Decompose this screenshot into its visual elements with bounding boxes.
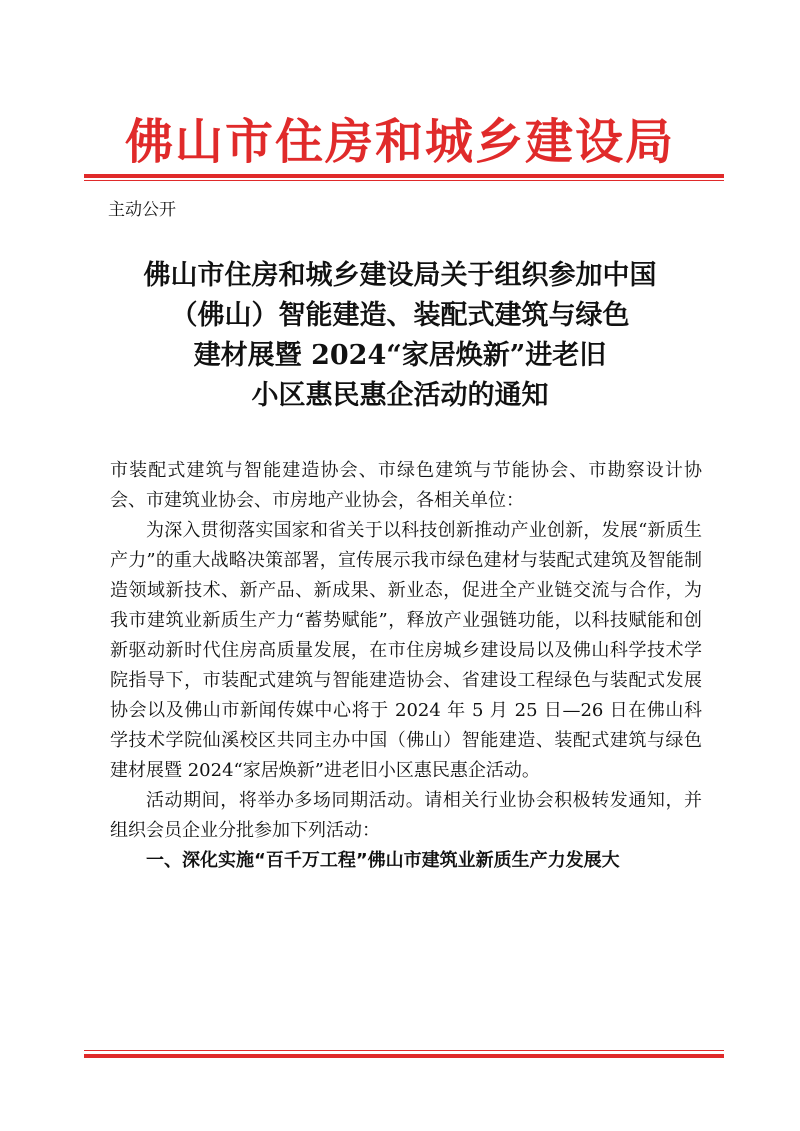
- footer-rule-thick: [84, 1054, 724, 1058]
- body-paragraph-2: 活动期间，将举办多场同期活动。请相关行业协会积极转发通知，并组织会员企业分批参加下列活动：: [110, 790, 702, 841]
- section-1-heading: 一、深化实施“百千万工程”佛山市建筑业新质生产力发展大: [146, 850, 620, 871]
- document-body: [110, 456, 702, 876]
- footer-rule-thin: [84, 1050, 724, 1051]
- disclosure-label: 主动公开: [108, 200, 176, 220]
- title-line-2: （佛山）智能建造、装配式建筑与绿色: [170, 300, 630, 331]
- body-paragraph-1: 为深入贯彻落实国家和省关于以科技创新推动产业创新，发展“新质生产力”的重大战略决策部署，宣传展示我市绿色建材与装配式建筑及智能制造领域新技术、新产品、新成果、新业态，促进全产业链交流与合作，为我市建筑业新质生产力“蓄势赋能”，释放产业强链功能，以科技赋能和创新驱动新时代住房高质量发展，在市住房城乡建设局以及佛山科学技术学院指导下，市装配式建筑与智能建造协会、省建设工程绿色与装配式发展协会以及佛山市新闻传媒中心将于 2024 年 5 月 25 日—26 日在佛山科学技术学院仙溪校区共同主办中国（佛山）智能建造、装配式建筑与绿色建材展暨 2024“家居焕新”进老旧小区惠民惠企活动。: [110, 520, 702, 781]
- title-line-3: 建材展暨 2024“家居焕新”进老旧: [193, 340, 607, 371]
- letterhead-rule-thin: [84, 180, 724, 181]
- title-line-1: 佛山市住房和城乡建设局关于组织参加中国: [143, 260, 657, 291]
- org-letterhead-title: 佛山市住房和城乡建设局: [124, 114, 675, 170]
- document-title: [100, 256, 700, 416]
- letterhead-rule-thick: [84, 174, 724, 178]
- recipients-paragraph: 市装配式建筑与智能建造协会、市绿色建筑与节能协会、市勘察设计协会、市建筑业协会、市房地产业协会，各相关单位：: [110, 460, 702, 511]
- title-line-4: 小区惠民惠企活动的通知: [251, 380, 549, 411]
